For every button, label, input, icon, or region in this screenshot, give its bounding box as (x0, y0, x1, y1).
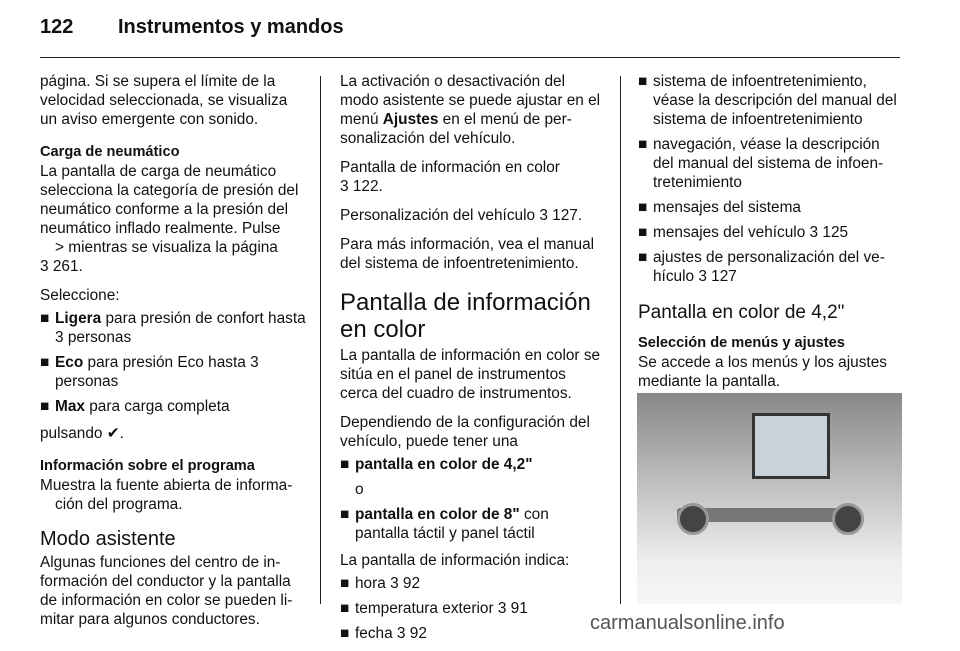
paragraph: La pantalla de carga de neumático selecciona la categoría de presión del neumático conforme a la presión del neumático inflado realmente. Pulse (40, 163, 299, 237)
list-item: ■ mensajes del vehículo 3 125 (638, 224, 849, 241)
options-list (40, 309, 306, 416)
paragraph: Dependiendo de la configuración del vehículo, puede tener una (340, 414, 590, 450)
paragraph: La pantalla de información en color se sitúa en el panel de instrumentos cerca del cuadro de instrumentos. (340, 347, 601, 402)
paragraph: Para más información, vea el manual del sistema de infoentretenimiento. (340, 236, 595, 272)
menu-knob (832, 503, 864, 535)
column-3 (638, 72, 904, 401)
paragraph: > mientras se visualiza la página (55, 239, 278, 256)
dashboard-photo (637, 393, 902, 604)
list-item: ■ pantalla en color de 8" con pantalla táctil y panel táctil (340, 506, 549, 542)
section-heading-carga: Carga de neumático (40, 144, 180, 160)
paragraph: pulsando ✔. (40, 425, 124, 442)
watermark: carmanualsonline.info (590, 612, 785, 634)
section-heading-info: Información sobre el programa (40, 458, 255, 474)
paragraph: página. Si se supera el límite de la velocidad seleccionada, se visualiza un aviso emergente con sonido. (40, 73, 288, 128)
indicates-list (340, 574, 604, 643)
or-text: o (355, 481, 364, 498)
section-heading-seleccion: Selección de menús y ajustes (638, 335, 845, 351)
paragraph: ción del programa. (55, 496, 183, 513)
section-heading-modo: Modo asistente (40, 528, 176, 550)
paragraph: La activación o desactivación del modo asistente se puede ajustar en el menú Ajustes en el menú de per- sonalización del vehículo. (340, 73, 601, 147)
list-item: ■ sistema de infoentretenimiento, véase la descripción del manual del sistema de infoentretenimiento (638, 73, 897, 128)
section-heading-pantalla: Pantalla de información en color (340, 289, 591, 343)
page-ref: 3 261. (40, 258, 83, 275)
volume-knob (677, 503, 709, 535)
list-item: ■ Eco para presión Eco hasta 3 personas (40, 354, 259, 390)
paragraph: Pantalla de información en color (340, 159, 560, 176)
paragraph: Muestra la fuente abierta de informa- (40, 477, 293, 494)
section-heading-color: Pantalla en color de 4,2" (638, 302, 845, 323)
page-title: Instrumentos y mandos (118, 16, 344, 38)
list-item: ■ hora 3 92 (340, 575, 421, 592)
list-item: ■ Ligera para presión de confort hasta 3 personas (40, 310, 306, 346)
page-ref: 3 122. (340, 178, 383, 195)
indicates-list-continued (638, 72, 904, 286)
list-item: ■ pantalla en color de 4,2" (340, 456, 533, 473)
paragraph: Algunas funciones del centro de in- formación del conductor y la pantalla de información en color se pueden li- mitar para algunos conductores. (40, 554, 293, 628)
paragraph: La pantalla de información indica: (340, 552, 570, 569)
header-rule (40, 57, 900, 58)
column-divider (620, 76, 621, 604)
list-item: ■ Max para carga completa (40, 398, 230, 415)
page-number: 122 (40, 16, 74, 38)
column-2 (340, 72, 604, 651)
info-display-screen (752, 413, 830, 479)
list-item: ■ temperatura exterior 3 91 (340, 600, 528, 617)
display-options-list (340, 455, 604, 474)
list-item: ■ navegación, véase la descripción del manual del sistema de infoen- tretenimiento (638, 136, 884, 191)
page-header (0, 0, 960, 46)
list-item: ■ mensajes del sistema (638, 199, 801, 216)
list-item: ■ fecha 3 92 (340, 625, 427, 642)
paragraph: Personalización del vehículo 3 127. (340, 207, 583, 224)
paragraph: Se accede a los menús y los ajustes mediante la pantalla. (638, 354, 887, 390)
paragraph: Seleccione: (40, 287, 120, 304)
column-divider (320, 76, 321, 604)
display-options-list (340, 505, 604, 543)
list-item: ■ ajustes de personalización del ve- hículo 3 127 (638, 249, 885, 285)
column-1 (40, 72, 306, 639)
